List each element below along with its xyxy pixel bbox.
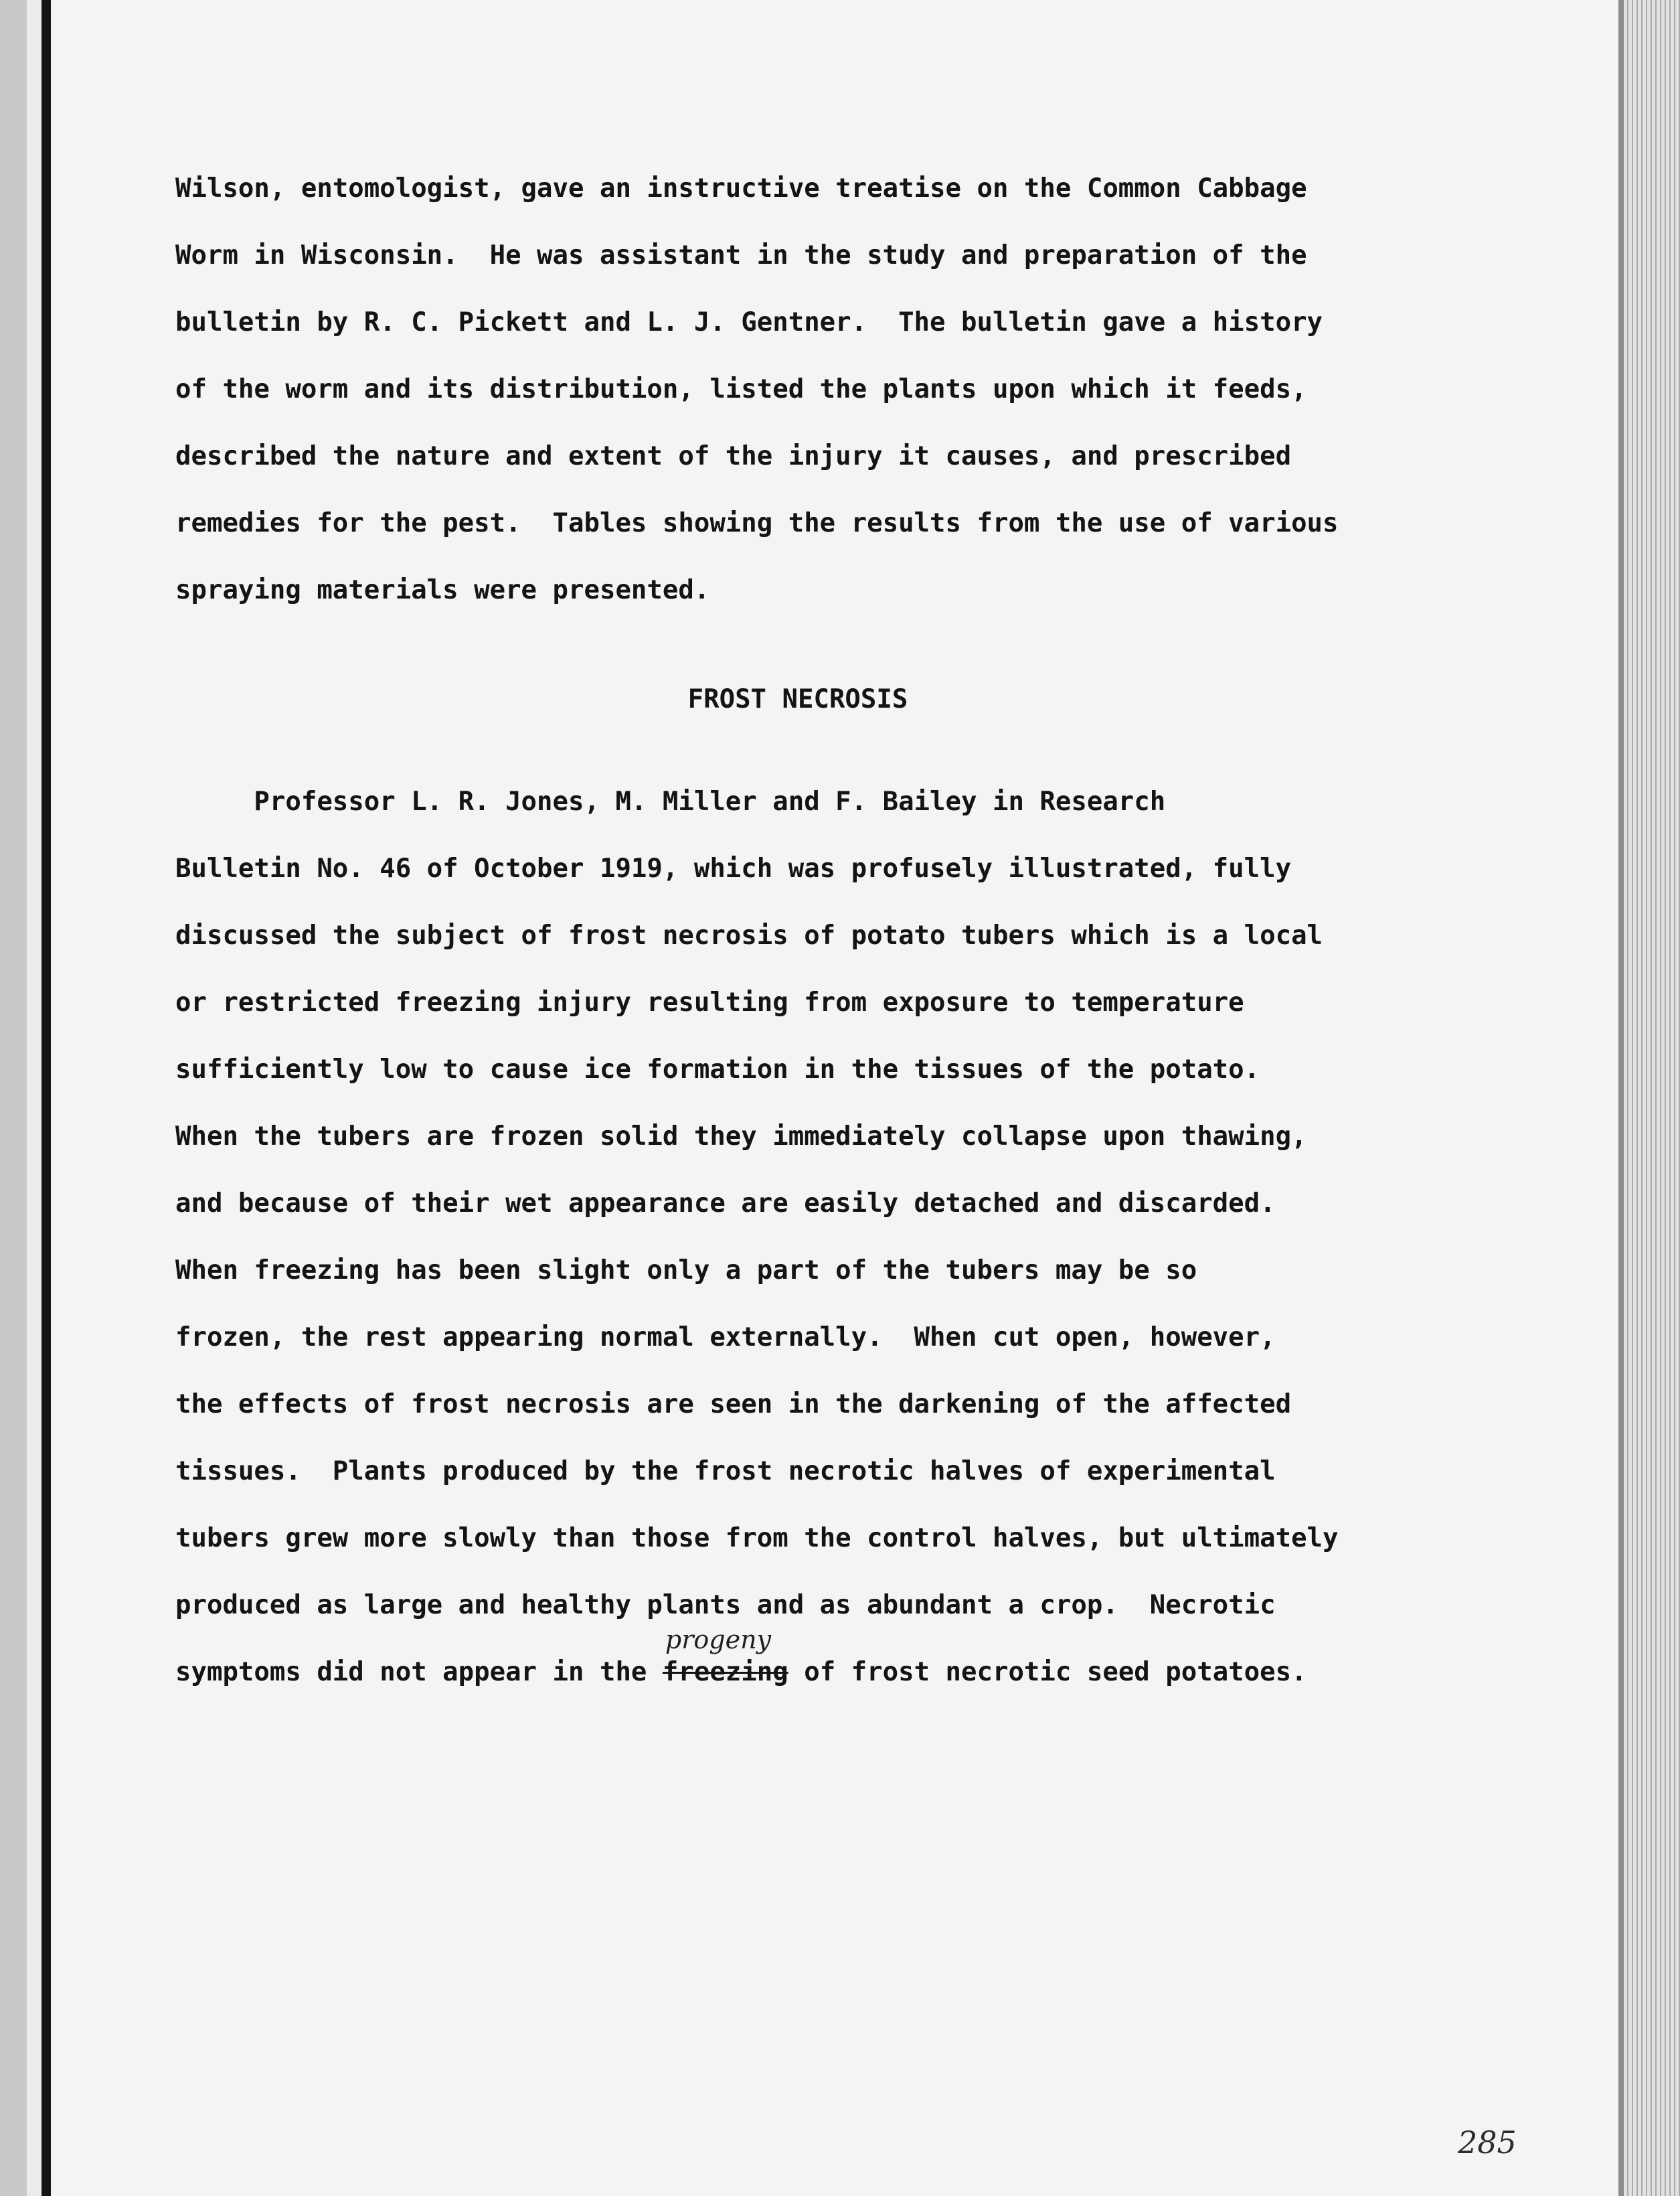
text-line: When the tubers are frozen solid they immediately collapse upon thawing, [175, 1121, 1307, 1152]
text-line: tubers grew more slowly than those from the control halves, but ultimately [175, 1523, 1339, 1553]
page-number: 285 [1458, 2124, 1517, 2161]
text-line: Bulletin No. 46 of October 1919, which was profusely illustrated, fully [175, 854, 1292, 884]
text-line: tissues. Plants produced by the frost necrotic halves of experimental [175, 1456, 1276, 1486]
text-line: discussed the subject of frost necrosis of potato tubers which is a local [175, 921, 1323, 951]
paragraph-cabbage-worm [175, 155, 1420, 624]
text-line: frozen, the rest appearing normal externally. When cut open, however, [175, 1322, 1276, 1352]
text-line: Wilson, entomologist, gave an instructive treatise on the Common Cabbage [175, 173, 1307, 204]
struck-word-text: freezing [662, 1657, 788, 1687]
last-line-start: symptoms did not appear in the [175, 1657, 663, 1687]
text-line: the effects of frost necrosis are seen in the darkening of the affected [175, 1389, 1292, 1419]
text-line: of the worm and its distribution, listed the plants upon which it feeds, [175, 374, 1307, 404]
text-line: bulletin by R. C. Pickett and L. J. Gentner. The bulletin gave a history [175, 307, 1323, 337]
text-line: described the nature and extent of the injury it causes, and prescribed [175, 441, 1292, 471]
text-line: spraying materials were presented. [175, 575, 710, 605]
text-line: or restricted freezing injury resulting from exposure to temperature [175, 988, 1244, 1018]
text-line: Professor L. R. Jones, M. Miller and F. Bailey in Research [175, 787, 1166, 817]
text-line: sufficiently low to cause ice formation in the tissues of the potato. [175, 1054, 1260, 1085]
handwritten-correction: progeny [665, 1625, 772, 1654]
page-stack-edges [1624, 0, 1680, 2196]
text-line: remedies for the pest. Tables showing the results from the use of various [175, 508, 1339, 538]
scan-left-margin [0, 0, 27, 2196]
page-binding-edge [41, 0, 51, 2196]
text-line: When freezing has been slight only a part of the tubers may be so [175, 1255, 1197, 1285]
text-line: produced as large and healthy plants and as abundant a crop. Necrotic [175, 1590, 1276, 1620]
section-heading: FROST NECROSIS [687, 684, 908, 714]
text-line: and because of their wet appearance are easily detached and discarded. [175, 1188, 1276, 1219]
text-line-last [175, 1625, 1420, 1706]
last-line-end: of frost necrotic seed potatoes. [788, 1657, 1307, 1687]
struck-out-word [662, 1625, 788, 1687]
paragraph-frost-necrosis [175, 769, 1420, 1706]
text-line: Worm in Wisconsin. He was assistant in the study and preparation of the [175, 240, 1307, 270]
